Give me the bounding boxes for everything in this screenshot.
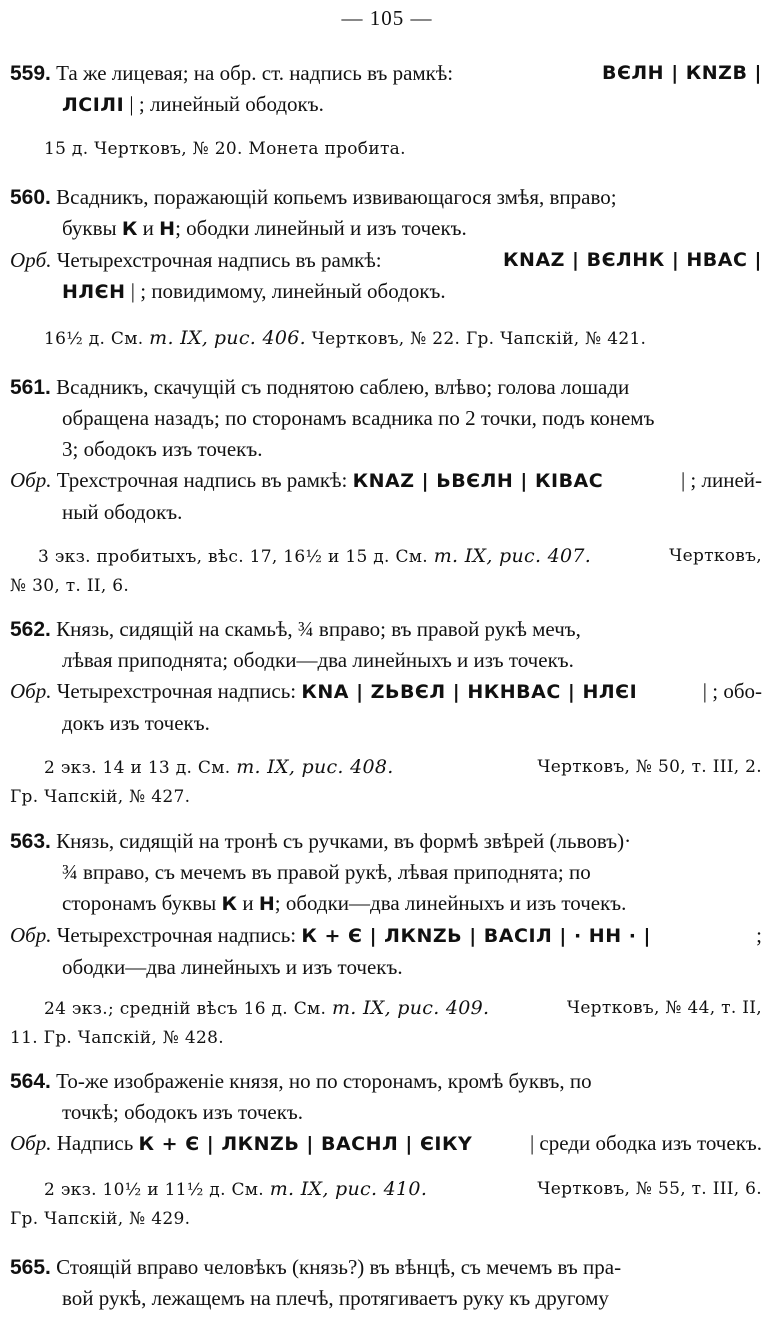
figure-ref: рис. 406. <box>213 327 306 349</box>
obverse-label: Обр. <box>10 1131 52 1155</box>
inscription: КNAZ | ВЄЛНК | НВАС | <box>503 249 762 271</box>
entry-text: | ; обо- <box>702 679 762 703</box>
footnote-text: № 30, т. II, 6. <box>10 576 130 596</box>
obverse-label: Орб. <box>10 248 52 272</box>
entry-number: 561. <box>10 376 51 399</box>
entry-text: Та же лицевая; на обр. ст. надпись въ рамкѣ: <box>56 61 454 85</box>
obverse-label: Обр. <box>10 923 52 947</box>
inscription: КNAZ | ЬВЄЛН | КІВАС <box>352 470 604 492</box>
footnote-text: 16½ д. См. <box>44 329 144 349</box>
footnote-text: Гр. Чапскій, № 429. <box>10 1209 191 1229</box>
footnote-text: 2 экз. 14 и 13 д. См. <box>44 758 231 778</box>
entry-text: Четырехстрочная надпись: <box>56 923 297 947</box>
footnote-text: 24 экз.; средній вѣсъ 16 д. См. <box>44 999 327 1019</box>
obverse-label: Обр. <box>10 679 52 703</box>
inscription: К + Є | ЛКNZЬ | ВАСІЛ | · НН · | <box>301 925 651 947</box>
entry-text: Князь, сидящій на скамьѣ, ¾ вправо; въ правой рукѣ мечъ, <box>56 617 581 641</box>
entry-text: Надпись <box>56 1131 134 1155</box>
entry-number: 564. <box>10 1070 51 1093</box>
entry-text: обращена назадъ; по сторонамъ всадника по 2 точки, подъ конемъ <box>62 406 655 430</box>
footnote <box>10 1175 762 1234</box>
entry-text: вой рукѣ, лежащемъ на плечѣ, протягиваетъ руку къ другому <box>62 1286 609 1310</box>
entry-text: буквы <box>62 216 117 240</box>
footnote-text: Чертковъ, № 44, т. II, <box>566 998 762 1018</box>
entry-text: Стоящій вправо человѣкъ (князь?) въ вѣнцѣ, съ мечемъ въ пра- <box>56 1255 622 1279</box>
entry-text: Трехстрочная надпись въ рамкѣ: <box>56 468 348 492</box>
entry-559 <box>10 58 762 121</box>
footnote: 15 д. Чертковъ, № 20. Монета пробита. <box>44 139 406 159</box>
entry-text: Всадникъ, поражающій копьемъ извивающагося змѣя, вправо; <box>56 185 617 209</box>
entry-560 <box>10 182 762 308</box>
entry-number: 560. <box>10 186 51 209</box>
footnote-text: Гр. Чапскій, № 427. <box>10 787 191 807</box>
entry-564 <box>10 1066 762 1160</box>
footnote-text: 11. Гр. Чапскій, № 428. <box>10 1028 224 1048</box>
entry-text: докъ изъ точекъ. <box>62 711 210 735</box>
entry-text: Четырехстрочная надпись: <box>56 679 297 703</box>
letter: К <box>221 893 238 915</box>
entry-text: То-же изображеніе князя, но по сторонамъ, кромѣ буквъ, по <box>56 1069 592 1093</box>
inscription: ЛСІЛІ <box>62 94 125 116</box>
entry-text: Всадникъ, скачущій съ поднятою саблею, влѣво; голова лошади <box>56 375 630 399</box>
entry-text: ; ободки линейный и изъ точекъ. <box>175 216 467 240</box>
footnote <box>10 994 762 1053</box>
plate-ref: т. IX, рис. 409. <box>331 997 490 1019</box>
entry-562 <box>10 614 762 739</box>
footnote-text: 2 экз. 10½ и 11½ д. См. <box>44 1180 265 1200</box>
footnote-text: Чертковъ, № 22. Гр. Чапскій, № 421. <box>311 329 647 349</box>
obverse-label: Обр. <box>10 468 52 492</box>
inscription: КNA | ZЬВЄЛ | НКНВАС | НЛЄІ <box>301 681 638 703</box>
entry-text: | среди ободка изъ точекъ. <box>529 1131 762 1155</box>
inscription: ВЄЛН | КNZВ | <box>601 62 762 84</box>
page-number: — 105 — <box>341 6 433 30</box>
entry-text: и <box>142 216 154 240</box>
entry-number: 563. <box>10 830 51 853</box>
entry-565 <box>10 1252 762 1314</box>
entry-text: ободки—два линейныхъ и изъ точекъ. <box>62 955 403 979</box>
letter: Н <box>159 218 176 240</box>
entry-text: сторонамъ буквы <box>62 891 217 915</box>
entry-number: 559. <box>10 62 51 85</box>
entry-561 <box>10 372 762 528</box>
entry-text: 3; ободокъ изъ точекъ. <box>62 437 263 461</box>
entry-number: 562. <box>10 618 51 641</box>
entry-text: ный ободокъ. <box>62 500 183 524</box>
footnote-text: Чертковъ, № 55, т. III, 6. <box>537 1179 762 1199</box>
entry-text: | ; линей- <box>680 468 762 492</box>
inscription: К + Є | ЛКNZЬ | ВАСНЛ | ЄІКҮ <box>138 1133 473 1155</box>
letter: Н <box>258 893 275 915</box>
entry-text: ; ободки—два линейныхъ и изъ точекъ. <box>274 891 627 915</box>
entry-text: Четырехстрочная надпись въ рамкѣ: <box>56 248 382 272</box>
letter: К <box>121 218 138 240</box>
entry-text: | ; линейный ободокъ. <box>129 92 324 116</box>
entry-text: лѣвая приподнята; ободки—два линейныхъ и изъ точекъ. <box>62 648 574 672</box>
entry-text: точкѣ; ободокъ изъ точекъ. <box>62 1100 304 1124</box>
plate-ref: т. IX, рис. 410. <box>269 1178 428 1200</box>
footnote <box>10 753 762 812</box>
entry-text: | ; повидимому, линейный ободокъ. <box>130 279 446 303</box>
footnote-text: Чертковъ, <box>669 546 762 566</box>
plate-ref: т. IX, рис. 407. <box>433 545 592 567</box>
plate-ref: т. IX, рис. 408. <box>236 756 394 778</box>
inscription: НЛЄН <box>62 281 126 303</box>
footnote-text: 3 экз. пробитыхъ, вѣс. 17, 16½ и 15 д. См. <box>38 547 428 567</box>
entry-text: ¾ вправо, съ мечемъ въ правой рукѣ, лѣвая приподнята; по <box>62 860 591 884</box>
entry-text: ; <box>756 923 762 947</box>
entry-text: и <box>242 891 254 915</box>
entry-number: 565. <box>10 1256 51 1279</box>
footnote <box>10 542 762 601</box>
footnote <box>44 324 646 354</box>
plate-ref: т. IX, <box>149 327 209 349</box>
entry-563 <box>10 826 762 983</box>
entry-text: Князь, сидящій на тронѣ съ ручками, въ формѣ звѣрей (львовъ)· <box>56 829 632 853</box>
footnote-text: Чертковъ, № 50, т. III, 2. <box>537 757 762 777</box>
